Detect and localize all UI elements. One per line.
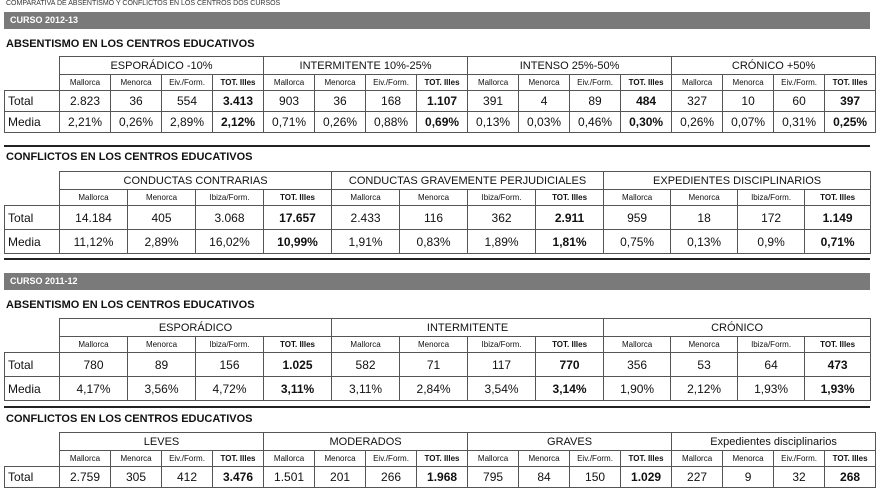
- sub-header: TOT. Illes: [417, 451, 468, 467]
- cell: 0,9%: [738, 230, 805, 254]
- total-cell: 1.029: [621, 467, 672, 488]
- cell: 2,21%: [60, 112, 111, 133]
- total-cell: 2.911: [536, 206, 604, 230]
- table-title-conflictos-2012: CONFLICTOS EN LOS CENTROS EDUCATIVOS: [6, 151, 253, 163]
- sub-header: Mallorca: [60, 337, 128, 353]
- total-cell: 1.149: [805, 206, 871, 230]
- cell: 3.068: [196, 206, 264, 230]
- cell: 2,89%: [162, 112, 213, 133]
- cell: 36: [111, 91, 162, 112]
- cell: 168: [366, 91, 417, 112]
- cell: 780: [60, 353, 128, 377]
- section-banner-2011-12: CURSO 2011-12: [4, 273, 870, 290]
- sub-header: Menorca: [519, 451, 570, 467]
- sub-header: Menorca: [315, 75, 366, 91]
- sub-header: Ibiza/Form.: [468, 190, 536, 206]
- group-header: CRÓNICO +50%: [672, 57, 876, 75]
- cell: 16,02%: [196, 230, 264, 254]
- sub-header: Mallorca: [604, 337, 671, 353]
- cell: 0,07%: [723, 112, 774, 133]
- sub-header: TOT. Illes: [825, 75, 876, 91]
- group-header: GRAVES: [468, 433, 672, 451]
- sub-header: TOT. Illes: [213, 75, 264, 91]
- corner-cell: [5, 190, 60, 206]
- table-row: [5, 91, 876, 112]
- table-title-absentismo-2012: ABSENTISMO EN LOS CENTROS EDUCATIVOS: [6, 38, 255, 50]
- divider: [4, 406, 870, 408]
- row-label: Media: [5, 230, 60, 254]
- sub-header: TOT. Illes: [621, 451, 672, 467]
- group-header: Expedientes disciplinarios: [672, 433, 876, 451]
- group-header: LEVES: [60, 433, 264, 451]
- sub-header: TOT. Illes: [536, 337, 604, 353]
- sub-header: Mallorca: [468, 451, 519, 467]
- sub-header: TOT. Illes: [536, 190, 604, 206]
- sub-header: Menorca: [400, 337, 468, 353]
- sub-header: TOT. Illes: [264, 190, 332, 206]
- group-header: EXPEDIENTES DISCIPLINARIOS: [604, 172, 871, 190]
- cell: 201: [315, 467, 366, 488]
- cell: 4,17%: [60, 377, 128, 401]
- table-row: [5, 206, 871, 230]
- cell: 0,88%: [366, 112, 417, 133]
- cell: 3,54%: [468, 377, 536, 401]
- cell: 64: [738, 353, 805, 377]
- cell: 32: [774, 467, 825, 488]
- sub-header-row: [5, 75, 876, 91]
- table-row: [5, 467, 876, 488]
- cell: 117: [468, 353, 536, 377]
- corner-cell: [5, 337, 60, 353]
- group-header: ESPORÁDICO -10%: [60, 57, 264, 75]
- sub-header: Ibiza/Form.: [738, 337, 805, 353]
- cell: 36: [315, 91, 366, 112]
- cell: 0,03%: [519, 112, 570, 133]
- group-header-row: [5, 433, 876, 451]
- table-title-absentismo-2011: ABSENTISMO EN LOS CENTROS EDUCATIVOS: [6, 299, 255, 311]
- sub-header: Menorca: [128, 337, 196, 353]
- total-cell: 3,11%: [264, 377, 332, 401]
- cell: 266: [366, 467, 417, 488]
- cell: 1,90%: [604, 377, 671, 401]
- sub-header: Menorca: [671, 190, 738, 206]
- corner-cell: [5, 433, 60, 451]
- cell: 156: [196, 353, 264, 377]
- cell: 3,11%: [332, 377, 400, 401]
- sub-header: Mallorca: [264, 451, 315, 467]
- sub-header: Eiv./Form.: [774, 75, 825, 91]
- sub-header: Mallorca: [60, 451, 111, 467]
- sub-header: Eiv./Form.: [774, 451, 825, 467]
- sub-header: Mallorca: [672, 75, 723, 91]
- cell: 0,46%: [570, 112, 621, 133]
- group-header: INTERMITENTE: [332, 319, 604, 337]
- cell: 2.823: [60, 91, 111, 112]
- cell: 0,13%: [671, 230, 738, 254]
- total-cell: 17.657: [264, 206, 332, 230]
- cell: 391: [468, 91, 519, 112]
- sub-header: Menorca: [519, 75, 570, 91]
- cell: 327: [672, 91, 723, 112]
- cell: 2.433: [332, 206, 400, 230]
- sub-header: Ibiza/Form.: [196, 190, 264, 206]
- cell: 1,93%: [738, 377, 805, 401]
- total-cell: 770: [536, 353, 604, 377]
- group-header: CRÓNICO: [604, 319, 871, 337]
- cell: 3,56%: [128, 377, 196, 401]
- sub-header: TOT. Illes: [805, 337, 871, 353]
- absentismo-table-2012-13: [4, 56, 876, 133]
- total-cell: 1.107: [417, 91, 468, 112]
- group-header-row: [5, 319, 871, 337]
- sub-header: Eiv./Form.: [162, 451, 213, 467]
- group-header-row: [5, 57, 876, 75]
- cell: 227: [672, 467, 723, 488]
- cell: 9: [723, 467, 774, 488]
- corner-cell: [5, 172, 60, 190]
- cell: 0,75%: [604, 230, 671, 254]
- row-label: Total: [5, 467, 60, 488]
- cell: 903: [264, 91, 315, 112]
- cell: 405: [128, 206, 196, 230]
- cell: 1,91%: [332, 230, 400, 254]
- conflictos-table-2011-12: [4, 432, 876, 488]
- absentismo-table-2011-12: [4, 318, 871, 401]
- sub-header: Eiv./Form.: [366, 75, 417, 91]
- cell: 11,12%: [60, 230, 128, 254]
- sub-header: Mallorca: [332, 337, 400, 353]
- cell: 116: [400, 206, 468, 230]
- sub-header: Menorca: [723, 75, 774, 91]
- corner-cell: [5, 57, 60, 75]
- sub-header: Ibiza/Form.: [738, 190, 805, 206]
- sub-header: Ibiza/Form.: [468, 337, 536, 353]
- row-label: Media: [5, 377, 60, 401]
- cell: 0,26%: [672, 112, 723, 133]
- divider: [4, 145, 870, 147]
- total-cell: 0,69%: [417, 112, 468, 133]
- cell: 2.759: [60, 467, 111, 488]
- cell: 14.184: [60, 206, 128, 230]
- cell: 150: [570, 467, 621, 488]
- sub-header: Eiv./Form.: [570, 451, 621, 467]
- sub-header: Eiv./Form.: [570, 75, 621, 91]
- total-cell: 3.413: [213, 91, 264, 112]
- group-header: INTERMITENTE 10%-25%: [264, 57, 468, 75]
- section-banner-2012-13: CURSO 2012-13: [4, 12, 870, 29]
- sub-header: Mallorca: [264, 75, 315, 91]
- cell: 60: [774, 91, 825, 112]
- sub-header: Menorca: [315, 451, 366, 467]
- total-cell: 473: [805, 353, 871, 377]
- corner-cell: [5, 319, 60, 337]
- sub-header: TOT. Illes: [417, 75, 468, 91]
- corner-cell: [5, 75, 60, 91]
- cell: 84: [519, 467, 570, 488]
- sub-header: Menorca: [671, 337, 738, 353]
- cell: 0,83%: [400, 230, 468, 254]
- sub-header: Eiv./Form.: [162, 75, 213, 91]
- group-header: CONDUCTAS GRAVEMENTE PERJUDICIALES: [332, 172, 604, 190]
- sub-header-row: [5, 451, 876, 467]
- sub-header: Menorca: [400, 190, 468, 206]
- cell: 0,26%: [315, 112, 366, 133]
- cell: 582: [332, 353, 400, 377]
- total-cell: 1.025: [264, 353, 332, 377]
- sub-header: TOT. Illes: [805, 190, 871, 206]
- divider: [4, 258, 870, 260]
- sub-header: TOT. Illes: [825, 451, 876, 467]
- table-row: [5, 377, 871, 401]
- sub-header-row: [5, 190, 871, 206]
- total-cell: 0,25%: [825, 112, 876, 133]
- sub-header: Menorca: [723, 451, 774, 467]
- total-cell: 10,99%: [264, 230, 332, 254]
- header-text: COMPARATIVA DE ABSENTISMO Y CONFLICTOS EN LOS CENTROS DOS CURSOS: [6, 0, 281, 7]
- table-row: [5, 112, 876, 133]
- cell: 89: [570, 91, 621, 112]
- cell: 795: [468, 467, 519, 488]
- group-header: MODERADOS: [264, 433, 468, 451]
- sub-header: Mallorca: [60, 75, 111, 91]
- group-header: INTENSO 25%-50%: [468, 57, 672, 75]
- cell: 2,89%: [128, 230, 196, 254]
- cell: 2,12%: [671, 377, 738, 401]
- sub-header: Mallorca: [672, 451, 723, 467]
- cell: 0,13%: [468, 112, 519, 133]
- row-label: Total: [5, 91, 60, 112]
- cell: 1.501: [264, 467, 315, 488]
- total-cell: 2,12%: [213, 112, 264, 133]
- group-header: CONDUCTAS CONTRARIAS: [60, 172, 332, 190]
- cell: 554: [162, 91, 213, 112]
- total-cell: 484: [621, 91, 672, 112]
- sub-header: TOT. Illes: [621, 75, 672, 91]
- conflictos-table-2012-13: [4, 171, 871, 254]
- cell: 4,72%: [196, 377, 264, 401]
- total-cell: 1,93%: [805, 377, 871, 401]
- sub-header: Menorca: [111, 75, 162, 91]
- row-label: Total: [5, 206, 60, 230]
- table-row: [5, 230, 871, 254]
- cell: 305: [111, 467, 162, 488]
- cell: 71: [400, 353, 468, 377]
- corner-cell: [5, 451, 60, 467]
- table-title-conflictos-2011: CONFLICTOS EN LOS CENTROS EDUCATIVOS: [6, 413, 253, 425]
- table-row: [5, 353, 871, 377]
- sub-header: Mallorca: [604, 190, 671, 206]
- cell: 0,26%: [111, 112, 162, 133]
- cell: 18: [671, 206, 738, 230]
- cell: 2,84%: [400, 377, 468, 401]
- total-cell: 1,81%: [536, 230, 604, 254]
- sub-header: Menorca: [111, 451, 162, 467]
- sub-header: Eiv./Form.: [366, 451, 417, 467]
- sub-header: TOT. Illes: [264, 337, 332, 353]
- total-cell: 0,71%: [805, 230, 871, 254]
- sub-header: Menorca: [128, 190, 196, 206]
- total-cell: 397: [825, 91, 876, 112]
- row-label: Media: [5, 112, 60, 133]
- total-cell: 1.968: [417, 467, 468, 488]
- cell: 10: [723, 91, 774, 112]
- cell: 53: [671, 353, 738, 377]
- total-cell: 3.476: [213, 467, 264, 488]
- cell: 362: [468, 206, 536, 230]
- sub-header-row: [5, 337, 871, 353]
- row-label: Total: [5, 353, 60, 377]
- cell: 1,89%: [468, 230, 536, 254]
- total-cell: 268: [825, 467, 876, 488]
- sub-header: Mallorca: [468, 75, 519, 91]
- cell: 89: [128, 353, 196, 377]
- cell: 412: [162, 467, 213, 488]
- cell: 0,31%: [774, 112, 825, 133]
- cell: 0,71%: [264, 112, 315, 133]
- sub-header: Mallorca: [332, 190, 400, 206]
- total-cell: 0,30%: [621, 112, 672, 133]
- cell: 959: [604, 206, 671, 230]
- cell: 356: [604, 353, 671, 377]
- group-header-row: [5, 172, 871, 190]
- sub-header: Ibiza/Form.: [196, 337, 264, 353]
- cell: 172: [738, 206, 805, 230]
- sub-header: Mallorca: [60, 190, 128, 206]
- sub-header: TOT. Illes: [213, 451, 264, 467]
- cell: 4: [519, 91, 570, 112]
- group-header: ESPORÁDICO: [60, 319, 332, 337]
- total-cell: 3,14%: [536, 377, 604, 401]
